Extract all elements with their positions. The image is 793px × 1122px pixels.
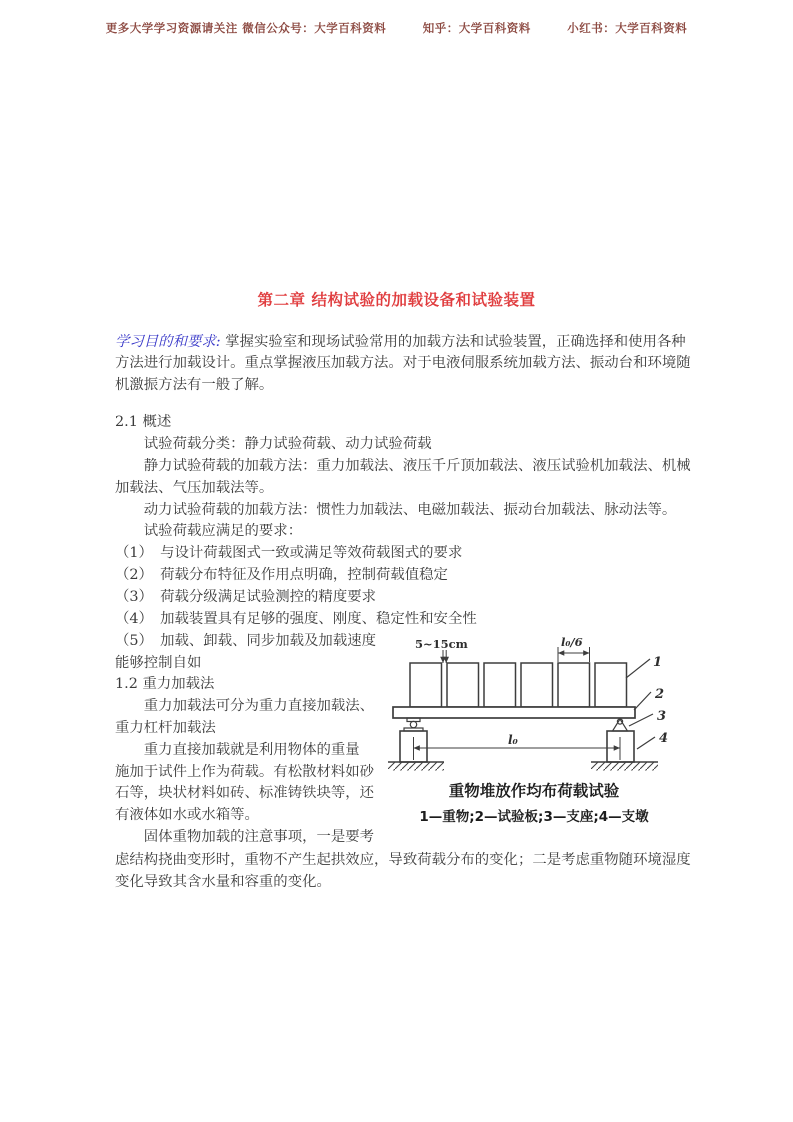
section-1-2 bbox=[115, 674, 391, 849]
text-line: 重力杠杆加载法 bbox=[115, 719, 216, 736]
text-line: 方法进行加载设计。重点掌握液压加载方法。对于电液伺服系统加载方法、振动台和环境随 bbox=[115, 355, 691, 372]
gap-dimension bbox=[415, 637, 468, 663]
header-wechat: 更多大学学习资源请关注 微信公众号：大学百科资料 bbox=[105, 21, 387, 35]
roller-support-icon bbox=[404, 718, 423, 731]
text-line: 重力加载法可分为重力直接加载法、 bbox=[115, 697, 375, 714]
span-dimension-label: l₀ bbox=[508, 733, 518, 747]
list-item: （2） 荷载分布特征及作用点明确，控制荷载值稳定 bbox=[115, 567, 448, 584]
section-heading: 2.1 概述 bbox=[115, 414, 172, 430]
text-line: 试验荷载分类：静力试验荷载、动力试验荷载 bbox=[115, 435, 432, 452]
ground-hatch bbox=[388, 762, 658, 771]
figure-caption: 重物堆放作均布荷载试验 bbox=[448, 782, 620, 800]
text-line: 静力试验荷载的加载方法：重力加载法、液压千斤顶加载法、液压试验机加载法、机械 bbox=[115, 457, 691, 474]
load-test-diagram bbox=[388, 636, 680, 774]
callout-1-label: 1 bbox=[653, 655, 663, 670]
intro-line1: 掌握实验室和现场试验常用的加载方法和试验装置，正确选择和使用各种 bbox=[220, 334, 686, 350]
figure-legend: 1—重物;2—试验板;3—支座;4—支墩 bbox=[419, 809, 649, 825]
list-item: （3） 荷载分级满足试验测控的精度要求 bbox=[115, 589, 376, 606]
text-line: 有液体如水或水箱等。 bbox=[115, 807, 259, 824]
pin-support-icon bbox=[613, 719, 628, 731]
objectives-label: 学习目的和要求: bbox=[115, 334, 221, 350]
weight-stack bbox=[521, 663, 553, 707]
text-line: 机激振方法有一般了解。 bbox=[115, 376, 274, 393]
section-heading: 1.2 重力加载法 bbox=[115, 676, 215, 692]
header-xiaohongshu: 小红书：大学百科资料 bbox=[567, 21, 688, 35]
text-line: 虑结构挠曲变形时，重物不产生起拱效应，导致荷载分布的变化；二是考虑重物随环境湿度 bbox=[115, 852, 691, 868]
weight-stack bbox=[410, 663, 442, 707]
sixth-dimension bbox=[558, 636, 590, 662]
text-line: 施加于试件上作为荷载。有松散材料如砂 bbox=[115, 763, 375, 780]
weight-stack bbox=[595, 663, 627, 707]
text-line bbox=[115, 332, 693, 353]
gap-dimension-label: 5~15cm bbox=[415, 637, 468, 651]
list-item: （4） 加载装置具有足够的强度、刚度、稳定性和安全性 bbox=[115, 611, 477, 628]
weight-stack bbox=[558, 663, 590, 707]
intro-paragraph bbox=[115, 332, 693, 396]
weight-stack bbox=[484, 663, 516, 707]
weight-stacks bbox=[410, 663, 627, 707]
text-line: 变化导致其含水量和容重的变化。 bbox=[115, 873, 331, 890]
text-line: 固体重物加载的注意事项，一是要考 bbox=[115, 829, 375, 846]
closing-paragraph bbox=[115, 850, 697, 894]
test-board bbox=[393, 707, 635, 718]
span-dimension bbox=[414, 733, 621, 760]
text-line: 石等，块状材料如砖、标准铸铁块等，还 bbox=[115, 785, 375, 802]
chapter-title: 第二章 结构试验的加载设备和试验装置 bbox=[257, 290, 536, 309]
text-line: 动力试验荷载的加载方法：惯性力加载法、电磁加载法、振动台加载法、脉动法等。 bbox=[115, 501, 677, 518]
callout-2-label: 2 bbox=[655, 687, 665, 702]
list-item: （5） 加载、卸载、同步加载及加载速度 bbox=[115, 632, 376, 649]
page-header bbox=[0, 20, 793, 36]
callout-3-label: 3 bbox=[657, 709, 667, 724]
callouts bbox=[626, 655, 668, 749]
weight-stack bbox=[447, 663, 479, 707]
figure-uniform-load-test bbox=[388, 636, 680, 825]
text-line: 重力直接加载就是利用物体的重量 bbox=[115, 741, 360, 758]
list-item: （1） 与设计荷载图式一致或满足等效荷载图式的要求 bbox=[115, 545, 463, 562]
callout-4-label: 4 bbox=[659, 731, 669, 746]
text-line: 加载法、气压加载法等。 bbox=[115, 479, 274, 496]
sixth-dimension-label: l₀/6 bbox=[561, 636, 583, 649]
header-zhihu: 知乎：大学百科资料 bbox=[422, 21, 531, 35]
text-line: 试验荷载应满足的要求： bbox=[115, 523, 303, 540]
text-line: 能够控制自如 bbox=[115, 654, 202, 671]
